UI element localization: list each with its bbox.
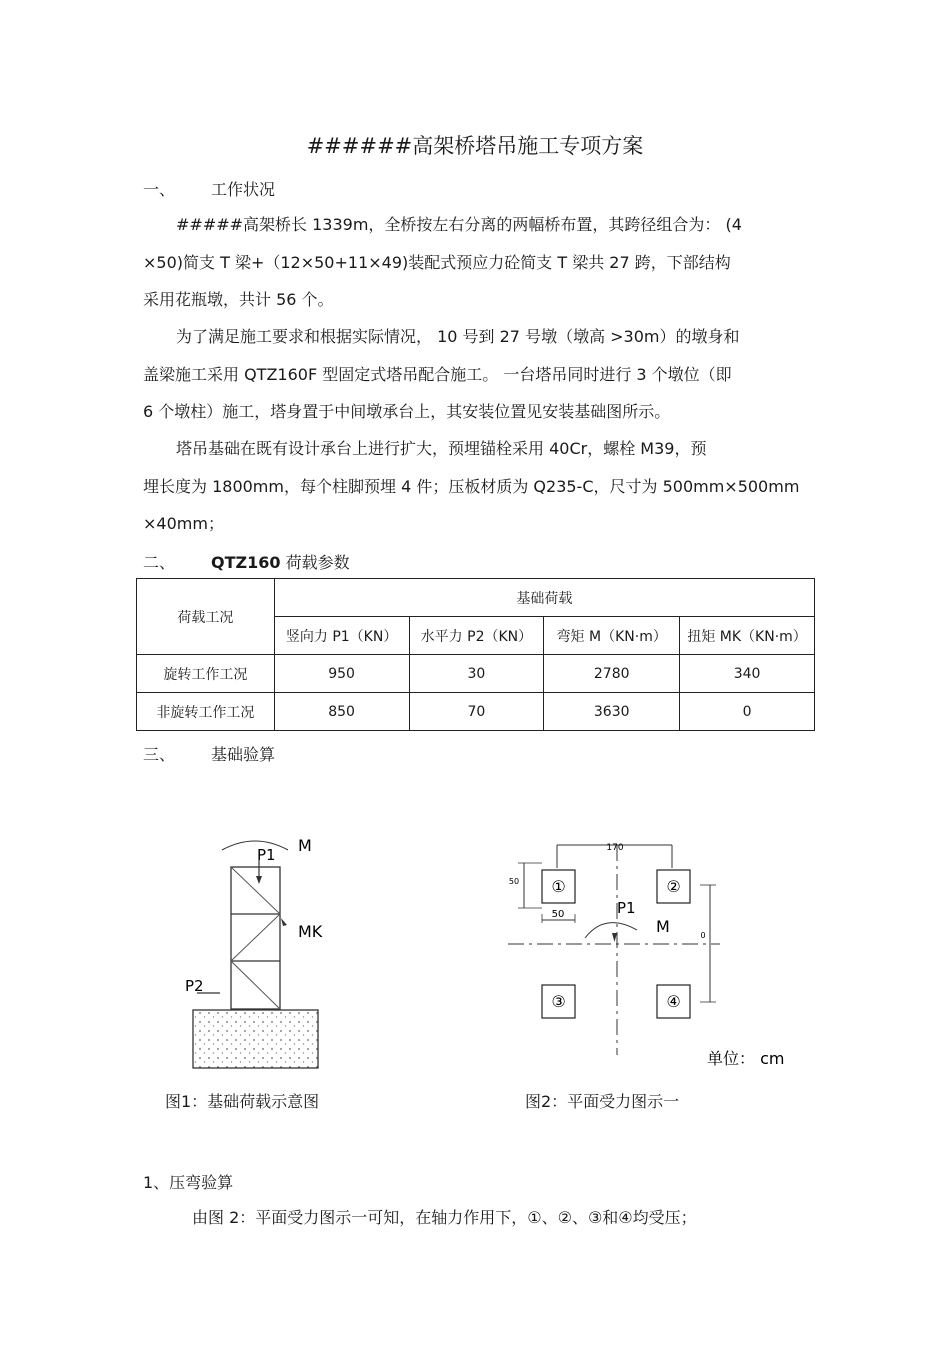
pad-3-label: ③ [551,992,566,1011]
section-heading-1 [143,177,443,197]
table-column-header: 扭矩 MK（KN·m） [680,617,815,655]
section-number: 二、 [143,553,176,572]
label-mk: MK [298,922,323,941]
table-cell: 850 [274,693,409,731]
dimension-left-label: 50 [508,877,520,886]
tower-mast [231,867,280,1009]
text-line: 6 个墩柱）施工，塔身置于中间墩承台上，其安装位置见安装基础图所示。 [143,402,671,421]
table-column-header: 弯矩 M（KN·m） [544,617,680,655]
section-title [211,550,350,573]
section-title-model: QTZ160 [211,553,281,572]
unit-label: 单位： cm [707,1049,785,1068]
label-m: M [298,836,312,855]
table-row [137,655,815,693]
load-parameter-table [136,578,815,731]
section-heading-2 [143,550,543,570]
text-line: ×50)简支 T 梁+（12×50+11×49)装配式预应力砼简支 T 梁共 27 跨，下部结构 [143,252,731,272]
table-header-cell: 基础荷载 [274,579,814,617]
text-line: ×40mm； [143,514,224,533]
paragraph-bridge-overview [143,206,742,319]
dimension-box-label: 50 [551,909,565,920]
table-header-row [137,579,815,617]
paragraph-crane-usage [143,318,740,431]
pad-1-label: ① [551,877,566,896]
table-row-label: 旋转工作工况 [137,655,275,693]
table-cell: 30 [409,655,544,693]
table-cell: 2780 [544,655,680,693]
label-p2: P2 [185,977,204,995]
figure-plan-force-diagram [500,830,800,1080]
text-line: 盖梁施工采用 QTZ160F 型固定式塔吊配合施工。 一台塔吊同时进行 3 个墩位（即 [143,364,732,384]
section-heading-3 [143,742,443,762]
pad-2-label: ② [666,877,681,896]
page-title: ######高架桥塔吊施工专项方案 [306,134,644,158]
table-cell: 340 [680,655,815,693]
figure-1-caption: 图1：基础荷载示意图 [165,1092,320,1111]
label-p1: P1 [257,846,276,864]
text-line: 埋长度为 1800mm，每个柱脚预埋 4 件；压板材质为 Q235-C，尺寸为 500mm×500mm [143,476,800,496]
dimension-right-label: 0 [700,931,706,940]
section-title: 基础验算 [211,745,276,764]
subsection-heading: 1、压弯验算 [143,1173,234,1192]
label-m: M [656,917,670,936]
section-title-rest: 荷载参数 [280,553,350,572]
foundation-block [193,1010,318,1068]
paragraph-compression-check: 由图 2：平面受力图示一可知，在轴力作用下，①、②、③和④均受压； [192,1208,697,1227]
arrow-head [612,933,617,942]
table-cell: 0 [680,693,815,731]
section-number: 三、 [143,745,176,764]
table-cell: 70 [409,693,544,731]
label-p1: P1 [617,899,636,917]
text-line: 为了满足施工要求和根据实际情况， 10 号到 27 号墩（墩高 >30m）的墩身和 [176,327,740,346]
moment-arc [585,923,637,938]
text-line: 塔吊基础在既有设计承台上进行扩大，预埋锚栓采用 40Cr，螺栓 M39，预 [176,439,707,458]
text-line: 采用花瓶墩，共计 56 个。 [143,290,334,309]
table-column-header: 水平力 P2（KN） [409,617,544,655]
paragraph-foundation [143,430,799,543]
section-number: 一、 [143,180,176,199]
arrow-head [256,876,262,884]
moment-arc [222,841,288,850]
text-line: #####高架桥长 1339m，全桥按左右分离的两幅桥布置，其跨径组合为： (4 [176,215,742,234]
dimension-top-label: 170 [606,843,624,853]
table-cell: 3630 [544,693,680,731]
table-cell: 950 [274,655,409,693]
table-column-header: 竖向力 P1（KN） [274,617,409,655]
figure-foundation-load-diagram [180,830,340,1070]
table-row-label: 非旋转工作工况 [137,693,275,731]
figure-2-caption: 图2：平面受力图示一 [525,1092,680,1111]
section-title: 工作状况 [211,180,276,199]
table-header-cell: 荷载工况 [137,579,275,655]
pad-4-label: ④ [666,992,681,1011]
table-row [137,693,815,731]
torque-arrow [281,918,287,926]
